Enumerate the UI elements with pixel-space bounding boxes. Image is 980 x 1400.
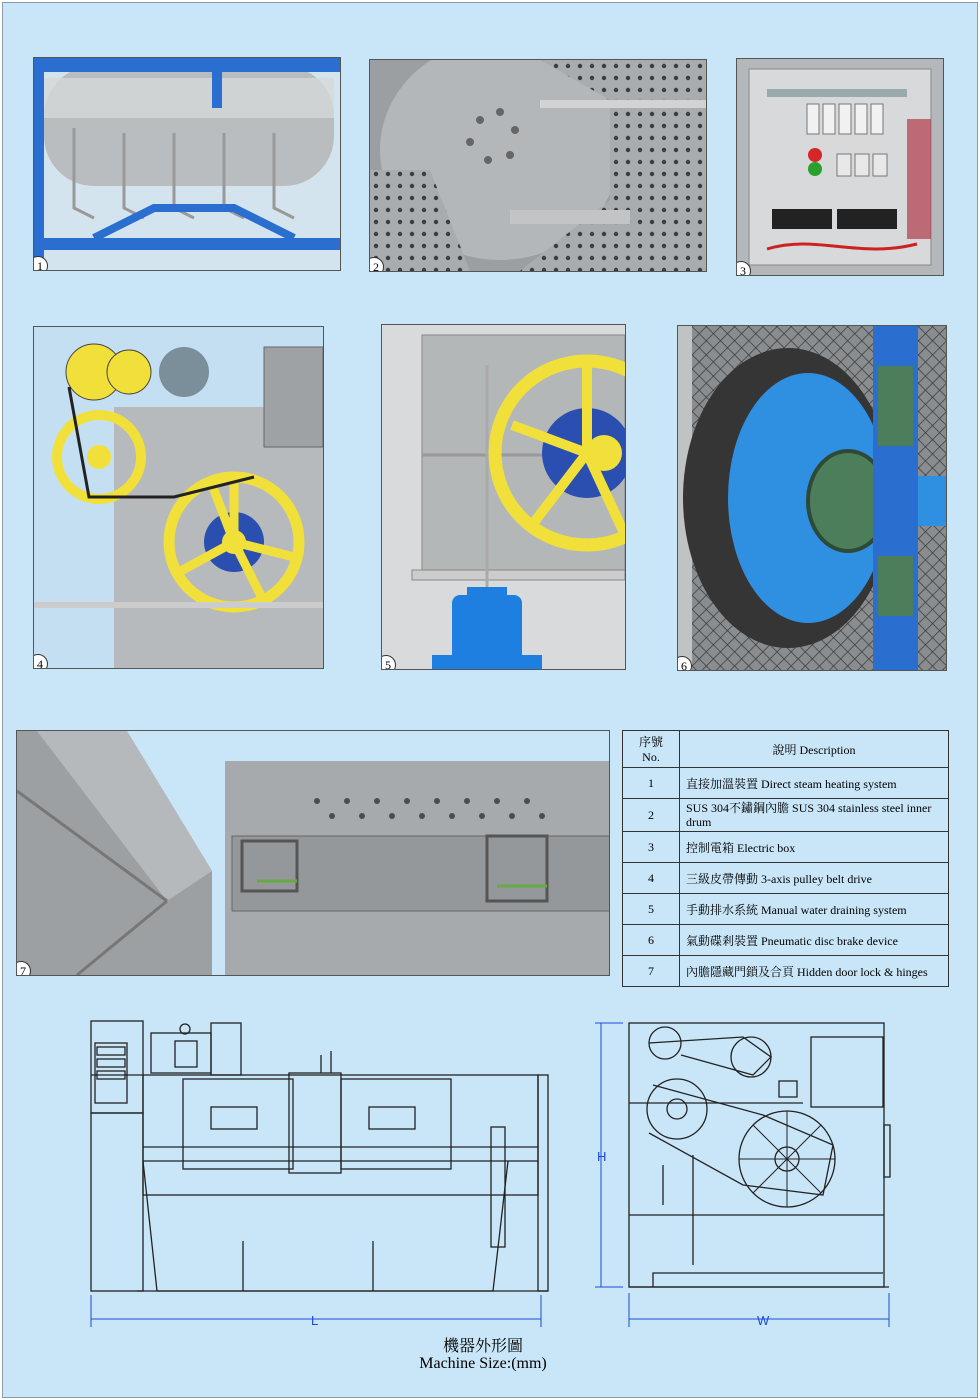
- photo-number-badge: 3: [736, 261, 751, 276]
- photo-number-badge: 1: [33, 256, 48, 271]
- row-description: SUS 304不鏽鋼內膽 SUS 304 stainless steel inner drum: [680, 799, 949, 832]
- row-description: 內膽隱藏門鎖及合頁 Hidden door lock & hinges: [680, 956, 949, 987]
- table-row: [623, 863, 949, 894]
- row-description: 手動排水系統 Manual water draining system: [680, 894, 949, 925]
- photo-steam-heating: [33, 57, 341, 271]
- photo-number-badge: 6: [677, 656, 692, 671]
- component-description-table: [622, 730, 949, 987]
- inner-drum-image: [370, 60, 706, 271]
- row-number: 4: [623, 863, 680, 894]
- drawing-caption-chinese: 機器外形圖: [442, 1338, 523, 1355]
- photo-water-draining: [381, 324, 626, 670]
- drawing-caption-english: Machine Size:(mm): [419, 1355, 547, 1372]
- row-number: 7: [623, 956, 680, 987]
- spec-sheet-page: [2, 2, 978, 1398]
- photo-disc-brake: [677, 325, 947, 671]
- row-number: 2: [623, 799, 680, 832]
- row-description: 氣動碟剎裝置 Pneumatic disc brake device: [680, 925, 949, 956]
- photo-number-badge: 7: [16, 961, 31, 976]
- row-number: 6: [623, 925, 680, 956]
- photo-door-lock-hinges: [16, 730, 610, 976]
- row-number: 5: [623, 894, 680, 925]
- width-dimension-label: W: [757, 1313, 770, 1327]
- water-draining-image: [382, 325, 625, 669]
- column-header-description: 說明 Description: [680, 731, 949, 768]
- photo-electric-box: [736, 58, 944, 276]
- disc-brake-image: [678, 326, 946, 670]
- table-header-row: [623, 731, 949, 768]
- row-description: 直接加溫裝置 Direct steam heating system: [680, 768, 949, 799]
- photo-number-badge: 5: [381, 655, 396, 670]
- door-lock-image: [17, 731, 609, 975]
- table-row: [623, 925, 949, 956]
- front-view-drawing: [83, 1015, 553, 1327]
- column-header-number: 序號 No.: [623, 731, 680, 768]
- photo-number-badge: 4: [33, 654, 48, 669]
- row-description: 控制電箱 Electric box: [680, 832, 949, 863]
- row-description: 三級皮帶傳動 3-axis pulley belt drive: [680, 863, 949, 894]
- length-dimension-label: L: [311, 1313, 319, 1327]
- table-row: [623, 768, 949, 799]
- height-dimension-label: H: [597, 1149, 607, 1164]
- steam-heating-image: [34, 58, 340, 270]
- table-row: [623, 799, 949, 832]
- table-row: [623, 894, 949, 925]
- electric-box-image: [737, 59, 943, 275]
- table-row: [623, 956, 949, 987]
- row-number: 3: [623, 832, 680, 863]
- table-row: [623, 832, 949, 863]
- photo-number-badge: 2: [369, 257, 384, 272]
- pulley-drive-image: [34, 327, 323, 668]
- row-number: 1: [623, 768, 680, 799]
- photo-pulley-drive: [33, 326, 324, 669]
- side-view-drawing: [593, 1015, 913, 1327]
- photo-inner-drum: [369, 59, 707, 272]
